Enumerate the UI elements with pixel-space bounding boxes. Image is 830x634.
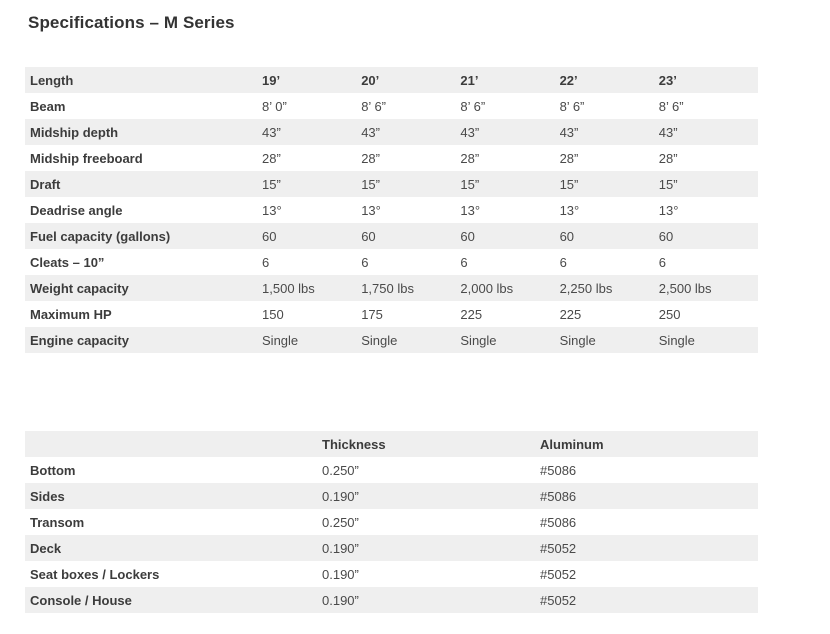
spec-cell: 43” xyxy=(262,124,281,140)
spec-cell: 43” xyxy=(460,124,480,140)
table-row xyxy=(25,301,758,327)
table-row xyxy=(25,509,758,535)
spec-cell: 6 xyxy=(361,254,369,270)
spec-row-label: Draft xyxy=(30,176,61,192)
spec-cell: 8’ 0” xyxy=(262,98,287,114)
spec-cell: 43” xyxy=(559,124,579,140)
thickness-cell: 0.190” xyxy=(322,592,359,608)
page-title: Specifications – M Series xyxy=(28,13,235,32)
spec-header-label: Length xyxy=(30,72,74,88)
spec-cell: 8’ 6” xyxy=(658,98,684,114)
spec-cell: 2,000 lbs xyxy=(460,280,514,296)
spec-row-label: Deadrise angle xyxy=(30,202,123,218)
spec-row-label: Midship freeboard xyxy=(30,150,143,166)
construction-spec-table xyxy=(25,431,758,613)
spec-cell: 1,500 lbs xyxy=(262,280,315,296)
spec-row-label: Weight capacity xyxy=(30,280,129,296)
table-row xyxy=(25,93,758,119)
construction-header-thickness: Thickness xyxy=(322,436,386,452)
construction-row-label: Deck xyxy=(30,540,62,556)
spec-column-header: 20’ xyxy=(361,72,380,88)
construction-row-label: Console / House xyxy=(30,592,132,608)
spec-column-header: 19’ xyxy=(262,72,281,88)
spec-cell: 28” xyxy=(658,150,678,166)
spec-column-header: 21’ xyxy=(460,72,479,88)
aluminum-cell: #5086 xyxy=(540,514,577,530)
spec-row-label: Cleats – 10” xyxy=(30,254,105,270)
aluminum-cell: #5052 xyxy=(540,540,577,556)
spec-cell: 13° xyxy=(262,202,282,218)
spec-cell: 28” xyxy=(361,150,380,166)
spec-cell: 60 xyxy=(460,228,475,244)
spec-cell: 15” xyxy=(361,176,380,192)
construction-row-label: Sides xyxy=(30,488,65,504)
aluminum-cell: #5052 xyxy=(540,566,577,582)
construction-row-label: Transom xyxy=(30,514,85,530)
spec-cell: 15” xyxy=(658,176,678,192)
table-row xyxy=(25,249,758,275)
spec-cell: 15” xyxy=(559,176,579,192)
spec-cell: 28” xyxy=(460,150,480,166)
table-row xyxy=(25,483,758,509)
construction-header-blank xyxy=(25,431,322,457)
thickness-cell: 0.250” xyxy=(322,514,359,530)
spec-cell: 60 xyxy=(262,228,277,244)
thickness-cell: 0.190” xyxy=(322,488,359,504)
spec-cell: Single xyxy=(559,332,596,348)
spec-cell: 13° xyxy=(658,202,679,218)
aluminum-cell: #5086 xyxy=(540,488,577,504)
spec-cell: Single xyxy=(460,332,497,348)
construction-row-label: Bottom xyxy=(30,462,76,478)
table-row xyxy=(25,457,758,483)
construction-header-row xyxy=(25,431,758,457)
spec-cell: 43” xyxy=(658,124,678,140)
spec-cell: 28” xyxy=(559,150,579,166)
spec-cell: 175 xyxy=(361,306,383,322)
table-row xyxy=(25,119,758,145)
spec-cell: 28” xyxy=(262,150,281,166)
spec-cell: 150 xyxy=(262,306,284,322)
spec-cell: 6 xyxy=(262,254,270,270)
spec-header-row xyxy=(25,67,758,93)
spec-column-header: 23’ xyxy=(658,72,677,88)
spec-cell: 225 xyxy=(460,306,483,322)
spec-row-label: Engine capacity xyxy=(30,332,129,348)
spec-cell: 6 xyxy=(658,254,666,270)
spec-column-header: 22’ xyxy=(559,72,578,88)
spec-row-label: Beam xyxy=(30,98,66,114)
table-row xyxy=(25,561,758,587)
table-row xyxy=(25,145,758,171)
spec-cell: 6 xyxy=(559,254,567,270)
spec-cell: 15” xyxy=(262,176,281,192)
thickness-cell: 0.250” xyxy=(322,462,359,478)
spec-cell: 2,500 lbs xyxy=(658,280,712,296)
spec-cell: Single xyxy=(658,332,695,348)
spec-cell: 8’ 6” xyxy=(460,98,486,114)
thickness-cell: 0.190” xyxy=(322,540,359,556)
spec-cell: 250 xyxy=(658,306,681,322)
spec-cell: 15” xyxy=(460,176,480,192)
spec-cell: 8’ 6” xyxy=(361,98,387,114)
spec-row-label: Midship depth xyxy=(30,124,119,140)
spec-cell: 60 xyxy=(658,228,674,244)
aluminum-cell: #5052 xyxy=(540,592,577,608)
spec-cell: 13° xyxy=(460,202,481,218)
spec-cell: 43” xyxy=(361,124,380,140)
thickness-cell: 0.190” xyxy=(322,566,359,582)
table-row xyxy=(25,327,758,353)
table-row xyxy=(25,197,758,223)
spec-cell: 2,250 lbs xyxy=(559,280,613,296)
spec-row-label: Fuel capacity (gallons) xyxy=(30,228,171,244)
construction-row-label: Seat boxes / Lockers xyxy=(30,566,160,582)
table-row xyxy=(25,275,758,301)
table-row xyxy=(25,587,758,613)
m-series-spec-table xyxy=(25,67,758,353)
table-row xyxy=(25,535,758,561)
spec-cell: 60 xyxy=(559,228,575,244)
spec-cell: Single xyxy=(262,332,299,348)
spec-cell: Single xyxy=(361,332,398,348)
spec-cell: 6 xyxy=(460,254,468,270)
spec-cell: 13° xyxy=(559,202,580,218)
spec-cell: 60 xyxy=(361,228,376,244)
spec-cell: 8’ 6” xyxy=(559,98,585,114)
aluminum-cell: #5086 xyxy=(540,462,577,478)
table-row xyxy=(25,171,758,197)
spec-row-label: Maximum HP xyxy=(30,306,112,322)
spec-cell: 225 xyxy=(559,306,582,322)
spec-cell: 1,750 lbs xyxy=(361,280,414,296)
table-row xyxy=(25,223,758,249)
spec-cell: 13° xyxy=(361,202,381,218)
construction-header-aluminum: Aluminum xyxy=(540,436,604,452)
